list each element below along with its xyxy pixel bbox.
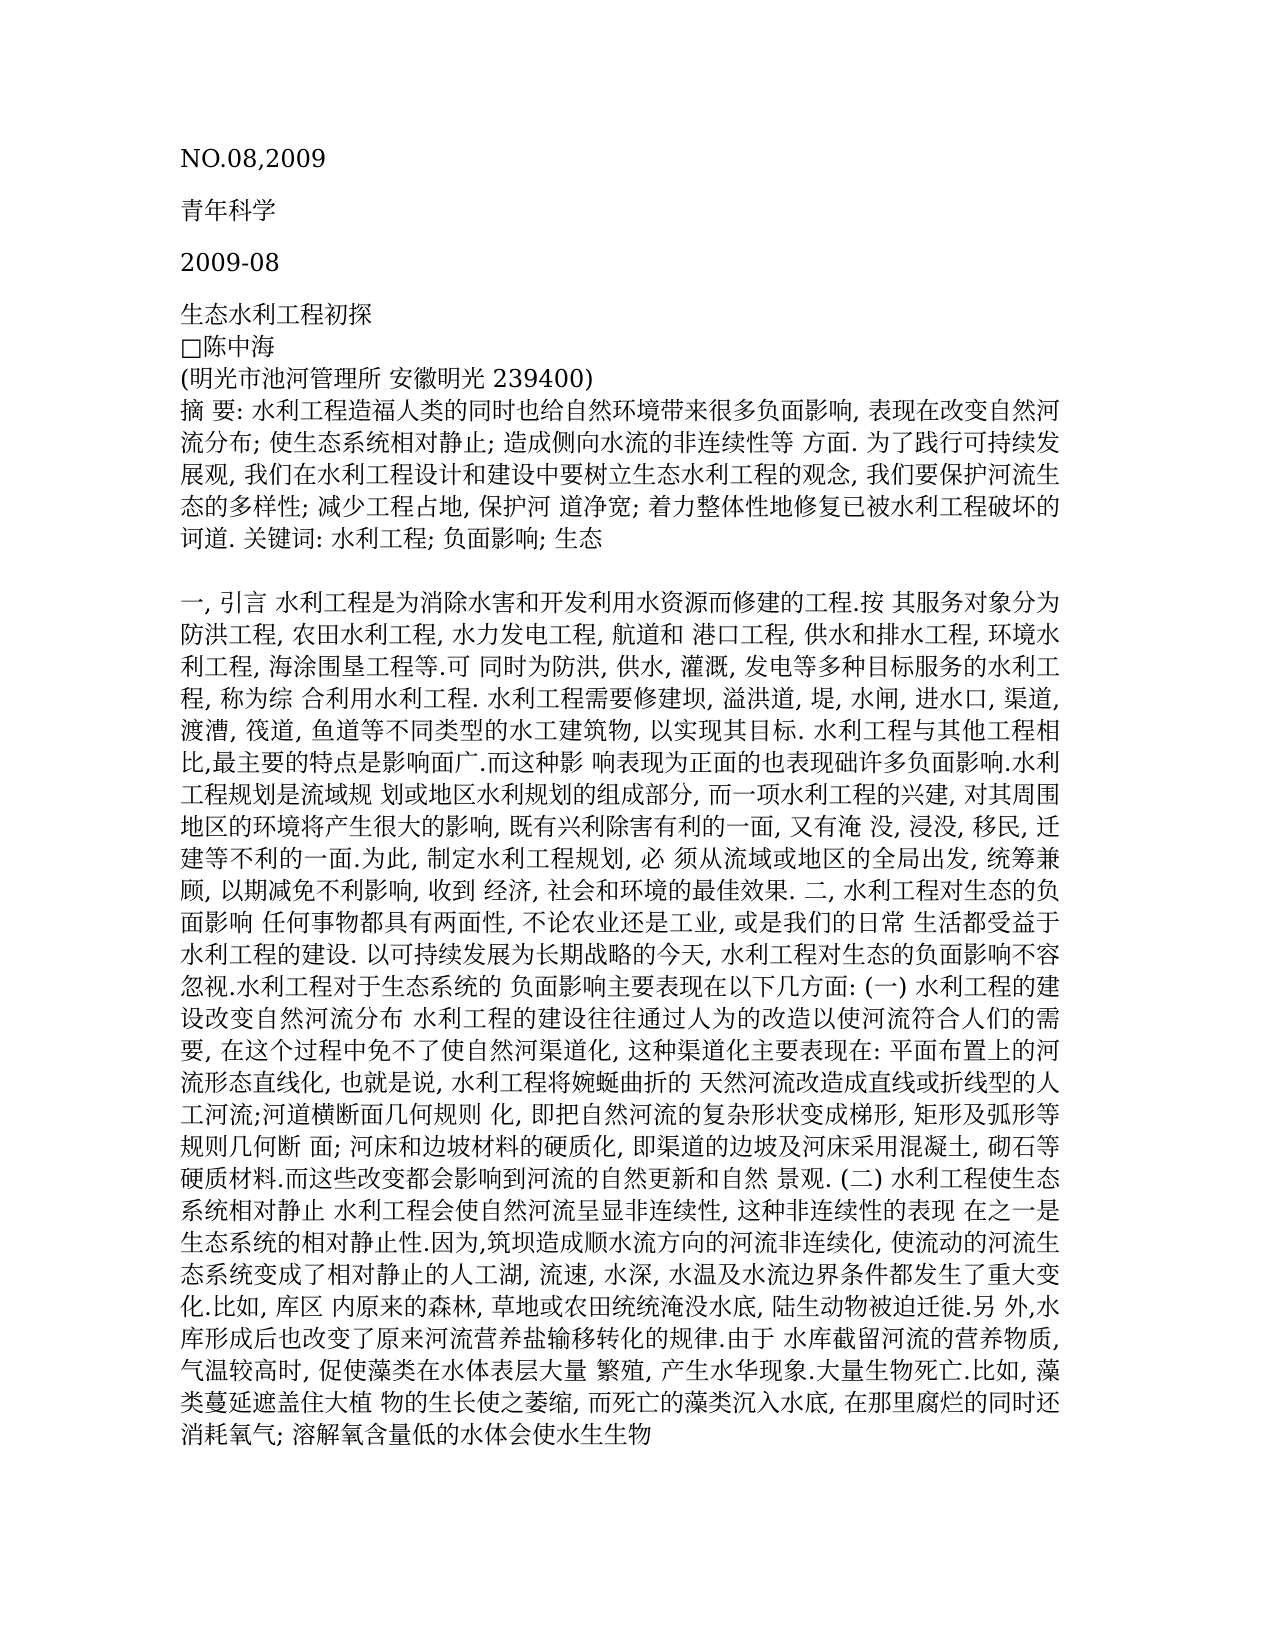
article-author: □陈中海 bbox=[180, 333, 275, 361]
body-paragraph: 一, 引言 水利工程是为消除水害和开发利用水资源而修建的工程.按 其服务对象分为防洪工程, 农田水利工程, 水力发电工程, 航道和 港口工程, 供水和排水工程, 环境水利工程, 海涂围垦工程等.可 同时为防洪, 供水, 灌溉, 发电等多种目标服务的水利工程, 称为综 合利用水利工程. 水利工程需要修建坝, 溢洪道, 堤, 水闸, 进水口, 渠道, 渡漕, 筏道, 鱼道等不同类型的水工建筑物, 以实现其目标. 水利工程与其他工程相比,最主要的特点是影响面广.而这种影 响表现为正面的也表现础许多负面影响.水利工程规划是流域规 划或地区水利规划的组成部分, 而一项水利工程的兴建, 对其周围 地区的环境将产生很大的影响, 既有兴利除害有利的一面, 又有淹 没, 浸没, 移民, 迁建等不利的一面.为此, 制定水利工程规划, 必 须从流域或地区的全局出发, 统筹兼顾, 以期减免不利影响, 收到 经济, 社会和环境的最佳效果. 二, 水利工程对生态的负面影响 任何事物都具有两面性, 不论农业还是工业, 或是我们的日常 生活都受益于水利工程的建设. 以可持续发展为长期战略的今天, 水利工程对生态的负面影响不容忽视.水利工程对于生态系统的 负面影响主要表现在以下几方面: (一) 水利工程的建设改变自然河流分布 水利工程的建设往往通过人为的改造以使河流符合人们的需 要, 在这个过程中免不了使自然河渠道化, 这种渠道化主要表现在: 平面布置上的河流形态直线化, 也就是说, 水利工程将婉蜒曲折的 天然河流改造成直线或折线型的人工河流;河道横断面几何规则 化, 即把自然河流的复杂形状变成梯形, 矩形及弧形等规则几何断 面; 河床和边坡材料的硬质化, 即渠道的边坡及河床采用混凝土, 砌石等硬质材料.而这些改变都会影响到河流的自然更新和自然 景观. (二) 水利工程使生态系统相对静止 水利工程会使自然河流呈显非连续性, 这种非连续性的表现 在之一是生态系统的相对静止性.因为,筑坝造成顺水流方向的河流非连续化, 使流动的河流生态系统变成了相对静止的人工湖, 流速, 水深, 水温及水流边界条件都发生了重大变化.比如, 库区 内原来的森林, 草地或农田统统淹没水底, 陆生动物被迫迁徙.另 外,水库形成后也改变了原来河流营养盐输移转化的规律.由于 水库截留河流的营养物质, 气温较高时, 促使藻类在水体表层大量 繁殖, 产生水华现象.大量生物死亡.比如, 藻类蔓延遮盖住大植 物的生长使之萎缩, 而死亡的藻类沉入水底, 在那里腐烂的同时还 消耗氧气; 溶解氧含量低的水体会使水生生物 bbox=[180, 589, 1060, 1449]
document-page bbox=[180, 140, 1060, 1451]
article-header bbox=[180, 299, 1060, 395]
abstract-paragraph: 摘 要: 水利工程造福人类的同时也给自然环境带来很多负面影响, 表现在改变自然河流分布; 使生态系统相对静止; 造成侧向水流的非连续性等 方面. 为了践行可持续发展观, 我们在水利工程设计和建设中要树立生态水利工程的观念, 我们要保护河流生态的多样性; 减少工程占地, 保护河 道净宽; 着力整体性地修复已被水利工程破坏的诃道. 关键词: 水利工程; 负面影响; 生态 bbox=[180, 397, 1060, 553]
publication-date: 2009-08 bbox=[180, 249, 280, 277]
issue-number: NO.08,2009 bbox=[180, 145, 327, 173]
journal-name: 青年科学 bbox=[180, 197, 276, 225]
article-title: 生态水利工程初探 bbox=[180, 301, 372, 329]
author-affiliation: (明光市池河管理所 安徽明光 239400) bbox=[180, 365, 594, 393]
